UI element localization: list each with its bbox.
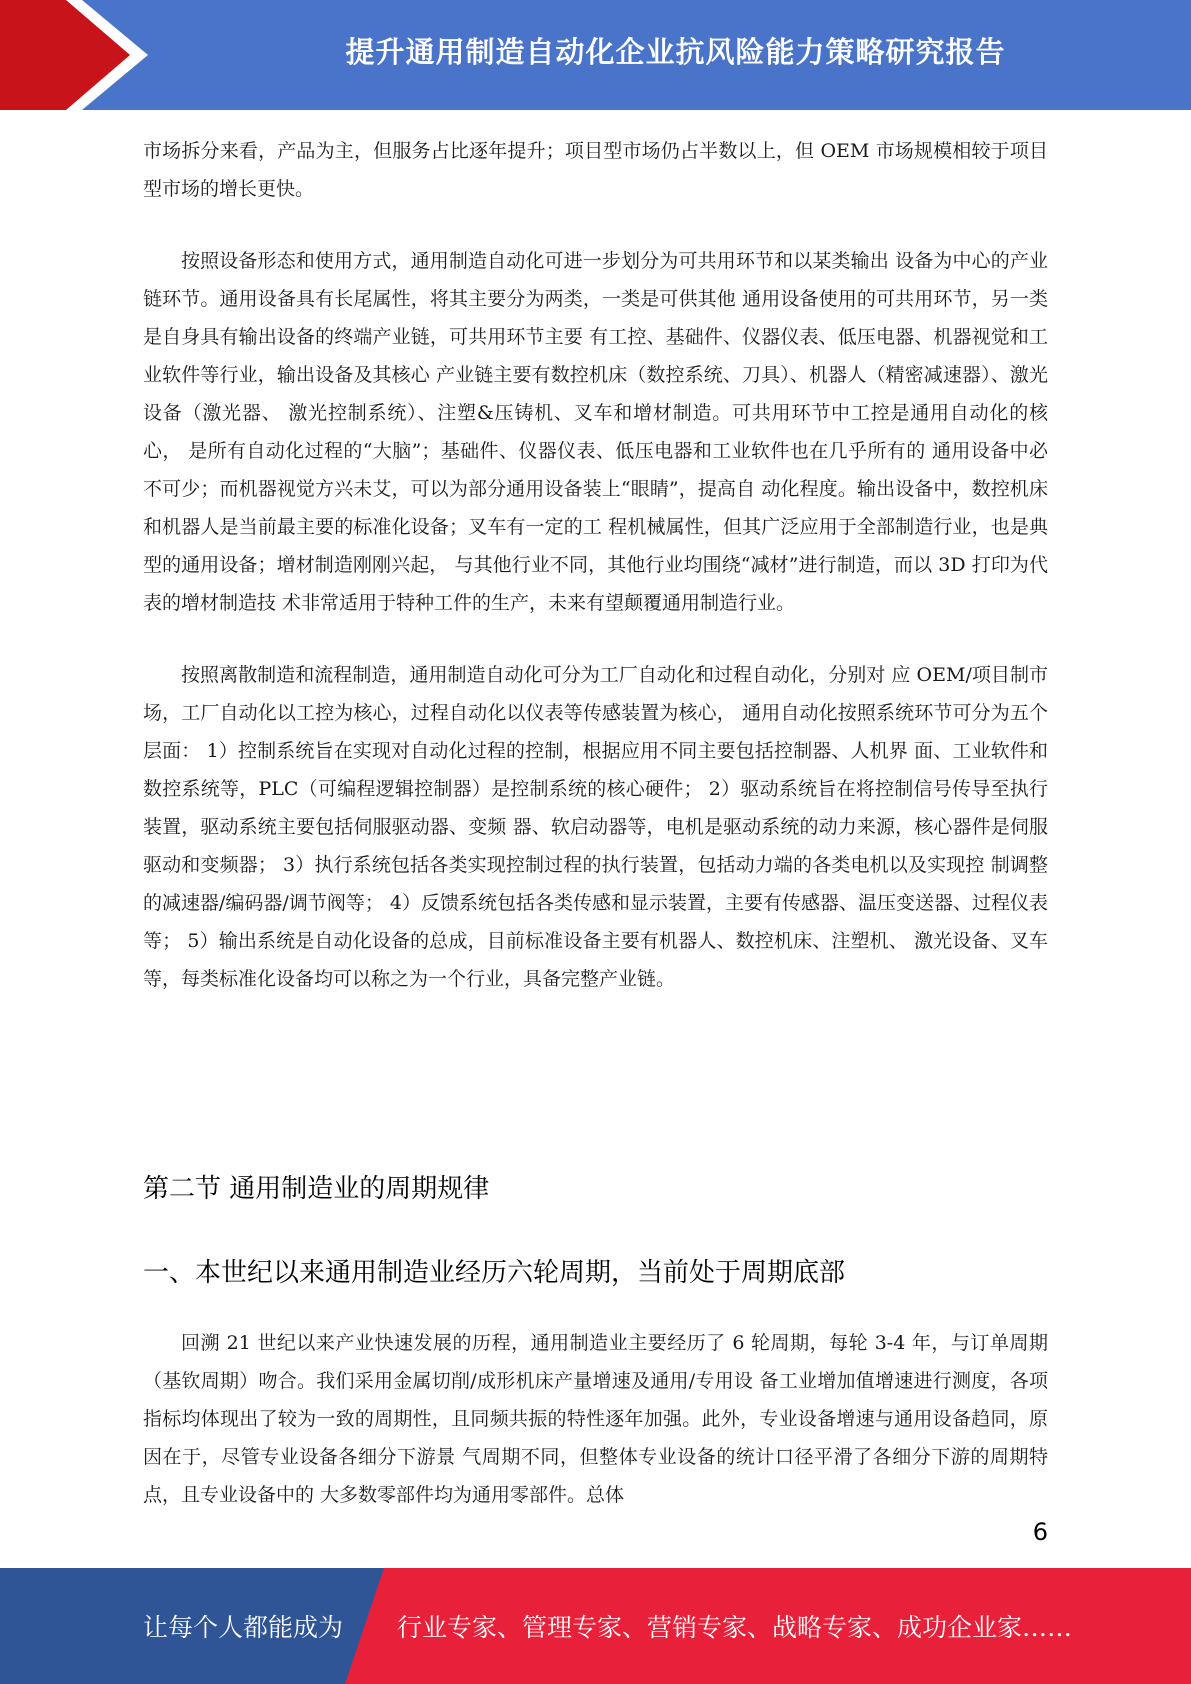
footer-slogan-right: 行业专家、管理专家、营销专家、战略专家、成功企业家…… <box>397 1613 1073 1642</box>
footer-slogan-left: 让每个人都能成为 <box>143 1613 344 1642</box>
paragraph-manufacturing: 按照离散制造和流程制造，通用制造自动化可分为工厂自动化和过程自动化，分别对 应 OEM/项目制市场，工厂自动化以工控为核心，过程自动化以仪表等传感装置为核心， 通用自动化按照系统环节可分为五个层面： 1）控制系统旨在实现对自动化过程的控制，根据应用不同主要包括控制器、人机界 面、工业软件和数控系统等，PLC（可编程逻辑控制器）是控制系统的核心硬件； 2）驱动系统旨在将控制信号传导至执行装置，驱动系统主要包括伺服驱动器、变频 器、软启动器等，电机是驱动系统的动力来源，核心器件是伺服驱动和变频器； 3）执行系统包括各类实现控制过程的执行装置，包括动力端的各类电机以及实现控 制调整的减速器/编码器/调节阀等； 4）反馈系统包括各类传感和显示装置，主要有传感器、温压变送器、过程仪表等； 5）输出系统是自动化设备的总成，目前标准设备主要有机器人、数控机床、注塑机、 激光设备、叉车等，每类标准化设备均可以称之为一个行业，具备完整产业链。 <box>143 664 1048 990</box>
sub-heading: 一、本世纪以来通用制造业经历六轮周期，当前处于周期底部 <box>143 1258 846 1288</box>
body-content <box>143 132 1048 1032</box>
body-content-2 <box>143 1324 1048 1548</box>
paragraph-cycles: 回溯 21 世纪以来产业快速发展的历程，通用制造业主要经历了 6 轮周期，每轮 3-4 年，与订单周期（基钦周期）吻合。我们采用金属切削/成形机床产量增速及通用/专用设 备工业增加值增速进行测度，各项指标均体现出了较为一致的周期性，且同频共振的特性逐年加强。此外，专业设备增速与通用设备趋同，原因在于，尽管专业设备各细分下游景 气周期不同，但整体专业设备的统计口径平滑了各细分下游的周期特点，且专业设备中的 大多数零部件均为通用零部件。总体 <box>143 1332 1048 1506</box>
report-title: 提升通用制造自动化企业抗风险能力策略研究报告 <box>345 34 1006 69</box>
paragraph-market: 市场拆分来看，产品为主，但服务占比逐年提升；项目型市场仍占半数以上，但 OEM 市场规模相较于项目型市场的增长更快。 <box>143 140 1048 200</box>
page-number: 6 <box>1032 1518 1048 1546</box>
section-heading: 第二节 通用制造业的周期规律 <box>143 1174 490 1204</box>
paragraph-equipment: 按照设备形态和使用方式，通用制造自动化可进一步划分为可共用环节和以某类输出 设备为中心的产业链环节。通用设备具有长尾属性，将其主要分为两类，一类是可供其他 通用设备使用的可共用环节，另一类是自身具有输出设备的终端产业链，可共用环节主要 有工控、基础件、仪器仪表、低压电器、机器视觉和工业软件等行业，输出设备及其核心 产业链主要有数控机床（数控系统、刀具）、机器人（精密减速器）、激光设备（激光器、 激光控制系统）、注塑&压铸机、叉车和增材制造。可共用环节中工控是通用自动化的核心， 是所有自动化过程的“大脑”；基础件、仪器仪表、低压电器和工业软件也在几乎所有的 通用设备中必不可少；而机器视觉方兴未艾，可以为部分通用设备装上“眼睛”，提高自 动化程度。输出设备中，数控机床和机器人是当前最主要的标准化设备；叉车有一定的工 程机械属性，但其广泛应用于全部制造行业，也是典型的通用设备；增材制造刚刚兴起， 与其他行业不同，其他行业均围绕“减材”进行制造，而以 3D 打印为代表的增材制造技 术非常适用于特种工件的生产，未来有望颠覆通用制造行业。 <box>143 250 1048 614</box>
page-header <box>0 0 1191 110</box>
page-footer <box>0 1568 1191 1684</box>
